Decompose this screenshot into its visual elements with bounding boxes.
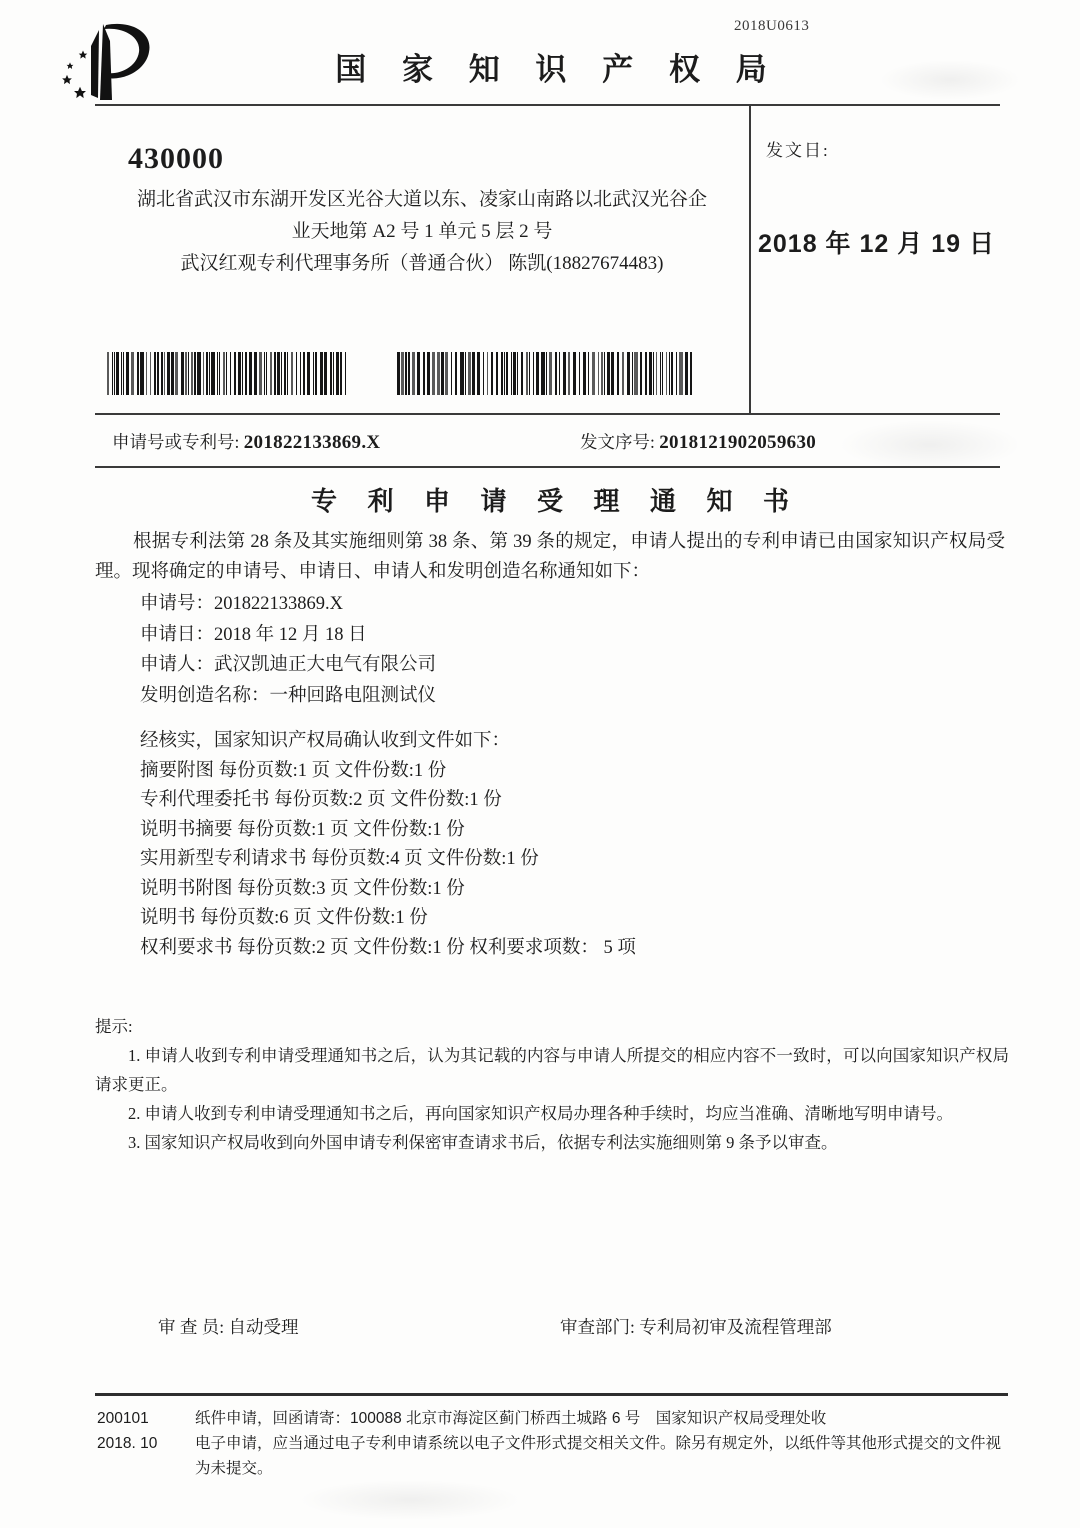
- department-value: 专利局初审及流程管理部: [639, 1317, 832, 1337]
- footer-code: 2018. 10: [97, 1435, 158, 1452]
- barcode-right-icon: [397, 352, 694, 395]
- examiner-value: 自动受理: [228, 1317, 299, 1337]
- received-intro: 经核实，国家知识产权局确认收到文件如下：: [140, 731, 511, 751]
- scan-smudge: [840, 420, 1020, 470]
- file-line: 摘要附图 每份页数:1 页 文件份数:1 份: [140, 760, 447, 781]
- recipient-postcode: 430000: [128, 142, 224, 175]
- application-number-value: 201822133869.X: [243, 432, 381, 453]
- issue-date-label: 发文日:: [766, 141, 830, 160]
- department-label: 审查部门:: [560, 1317, 635, 1337]
- application-number-label: 申请号或专利号:: [112, 432, 240, 452]
- tips-label: 提示:: [95, 1017, 133, 1036]
- tip-item: 2. 申请人收到专利申请受理通知书之后，再向国家知识产权局办理各种手续时，均应当准确、清晰地写明申请号。: [128, 1104, 953, 1123]
- document-code: 2018U0613: [734, 18, 810, 34]
- dispatch-serial-field: [580, 429, 816, 454]
- footer-note-electronic: 电子申请，应当通过电子专利申请系统以电子文件形式提交相关文件。除另有规定外，以纸件等其他形式提交的文件视为未提交。: [195, 1435, 1002, 1477]
- detail-line: 申请号：201822133869.X: [140, 594, 343, 614]
- numbers-divider: [95, 466, 1000, 468]
- footer-notes: [97, 1406, 1009, 1481]
- detail-line: 申请日：2018 年 12 月 18 日: [140, 624, 367, 645]
- dispatch-serial-label: 发文序号:: [580, 432, 655, 452]
- file-line: 专利代理委托书 每份页数:2 页 文件份数:1 份: [140, 790, 502, 810]
- barcode-divider: [95, 413, 1000, 415]
- recipient-address: [98, 184, 746, 280]
- dispatch-serial-value: 2018121902059630: [659, 432, 817, 453]
- issue-date-value: 2018 年 12 月 19 日: [758, 230, 995, 258]
- received-files-list: [140, 727, 636, 963]
- barcode-left-icon: [107, 352, 348, 395]
- application-details: [140, 589, 436, 711]
- detail-line: 申请人：武汉凯迪正大电气有限公司: [140, 655, 437, 675]
- detail-line: 发明创造名称：一种回路电阻测试仪: [140, 685, 437, 706]
- address-line: 业天地第 A2 号 1 单元 5 层 2 号: [291, 221, 553, 242]
- intro-paragraph: 根据专利法第 28 条及其实施细则第 38 条、第 39 条的规定，申请人提出的专利申请已由国家知识产权局受理。现将确定的申请号、申请日、申请人和发明创造名称通知如下：: [95, 532, 1005, 582]
- application-number-field: [112, 429, 380, 454]
- file-line: 说明书附图 每份页数:3 页 文件份数:1 份: [140, 878, 465, 899]
- issue-box-divider: [749, 104, 751, 415]
- header-divider: [95, 104, 1000, 106]
- tip-item: 3. 国家知识产权局收到向外国申请专利保密审查请求书后，依据专利法实施细则第 9 条予以审查。: [128, 1133, 838, 1152]
- footer-divider: [95, 1393, 1008, 1396]
- address-line: 武汉红观专利代理事务所（普通合伙） 陈凯(18827674483): [180, 253, 664, 274]
- department-field: [560, 1314, 832, 1339]
- footer-note-paper: 纸件申请，回函请寄：100088 北京市海淀区蓟门桥西土城路 6 号 国家知识产权局受理处收: [195, 1410, 827, 1427]
- file-line: 说明书摘要 每份页数:1 页 文件份数:1 份: [140, 819, 465, 840]
- footer-code: 200101: [97, 1410, 149, 1427]
- file-line: 说明书 每份页数:6 页 文件份数:1 份: [140, 908, 428, 928]
- address-line: 湖北省武汉市东湖开发区光谷大道以东、凌家山南路以北武汉光谷企: [136, 189, 707, 210]
- examiner-field: [158, 1314, 299, 1339]
- agency-title: 国 家 知 识 产 权 局: [335, 52, 781, 87]
- file-line: 实用新型专利请求书 每份页数:4 页 文件份数:1 份: [140, 849, 539, 869]
- notice-title: 专 利 申 请 受 理 通 知 书: [310, 487, 801, 516]
- file-line: 权利要求书 每份页数:2 页 文件份数:1 份 权利要求项数： 5 项: [140, 937, 636, 958]
- examiner-label: 审 查 员:: [158, 1317, 225, 1337]
- scan-smudge: [300, 1480, 520, 1520]
- tip-item: 1. 申请人收到专利申请受理通知书之后，认为其记载的内容与申请人所提交的相应内容不一致时，可以向国家知识产权局请求更正。: [95, 1046, 1009, 1094]
- tips-section: [95, 1012, 1009, 1157]
